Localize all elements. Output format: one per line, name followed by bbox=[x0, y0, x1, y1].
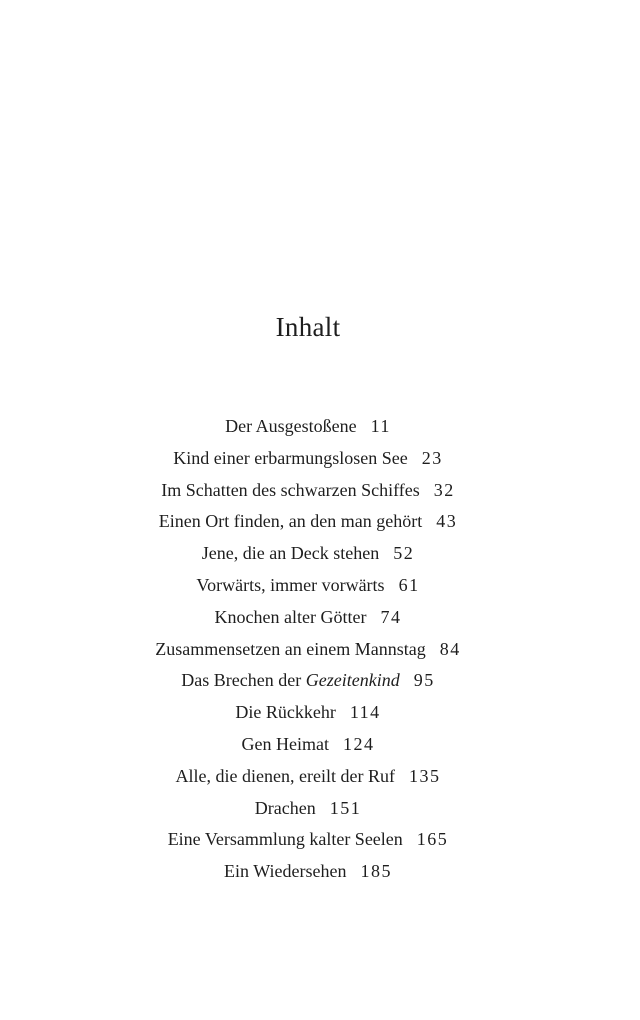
toc-entry-title: Im Schatten des schwarzen Schiffes bbox=[161, 479, 420, 500]
toc-entry-page: 84 bbox=[439, 638, 461, 659]
toc-entry bbox=[0, 761, 616, 793]
toc-entry-title: Gen Heimat bbox=[241, 733, 329, 754]
toc-entry bbox=[0, 506, 616, 538]
toc-entry-title: Jene, die an Deck stehen bbox=[201, 543, 380, 564]
toc-entry-title: Das Brechen der bbox=[181, 670, 302, 691]
toc-entry-page: 95 bbox=[413, 670, 435, 691]
toc-entry bbox=[0, 665, 616, 697]
toc-entry-title: Einen Ort finden, an den man gehört bbox=[158, 511, 423, 532]
toc-entry bbox=[0, 475, 616, 507]
toc-entry-title: Zusammensetzen an einem Mannstag bbox=[155, 638, 426, 659]
toc-entry bbox=[0, 602, 616, 634]
toc-entry-page: 52 bbox=[393, 543, 415, 564]
toc-list bbox=[0, 411, 616, 888]
toc-heading: Inhalt bbox=[275, 312, 341, 342]
toc-entry bbox=[0, 697, 616, 729]
toc-entry-page: 135 bbox=[408, 765, 441, 786]
toc-entry bbox=[0, 411, 616, 443]
toc-entry-title: Kind einer erbarmungslosen See bbox=[173, 447, 408, 468]
toc-entry-title: Vorwärts, immer vorwärts bbox=[196, 574, 385, 595]
toc-entry bbox=[0, 443, 616, 475]
toc-entry-page: 23 bbox=[421, 447, 443, 468]
toc-entry-title-italic: Gezeitenkind bbox=[305, 670, 400, 691]
toc-entry-title: Drachen bbox=[254, 797, 316, 818]
toc-entry bbox=[0, 634, 616, 666]
toc-entry-page: 114 bbox=[349, 702, 381, 723]
toc-entry-title: Knochen alter Götter bbox=[214, 606, 367, 627]
toc-entry bbox=[0, 793, 616, 825]
toc-entry bbox=[0, 729, 616, 761]
toc-entry-page: 151 bbox=[329, 797, 362, 818]
toc-entry-title: Die Rückkehr bbox=[235, 702, 336, 723]
toc-entry-page: 165 bbox=[416, 829, 449, 850]
toc-entry-page: 74 bbox=[380, 606, 402, 627]
toc-entry-page: 185 bbox=[360, 861, 392, 882]
toc-entry-page: 61 bbox=[398, 574, 420, 595]
toc-entry-title: Alle, die dienen, ereilt der Ruf bbox=[175, 765, 395, 786]
toc-entry-page: 43 bbox=[436, 511, 458, 532]
toc-entry-title: Eine Versammlung kalter Seelen bbox=[167, 829, 403, 850]
toc-entry-page: 32 bbox=[433, 479, 455, 500]
toc-entry-title: Ein Wiedersehen bbox=[224, 861, 347, 882]
toc-entry bbox=[0, 570, 616, 602]
toc-entry bbox=[0, 538, 616, 570]
toc-entry-title: Der Ausgestoßene bbox=[225, 416, 357, 436]
toc-entry bbox=[0, 824, 616, 856]
toc-entry-page: 124 bbox=[342, 733, 375, 754]
toc-entry bbox=[0, 856, 616, 888]
toc-entry-page: 11 bbox=[370, 416, 391, 436]
